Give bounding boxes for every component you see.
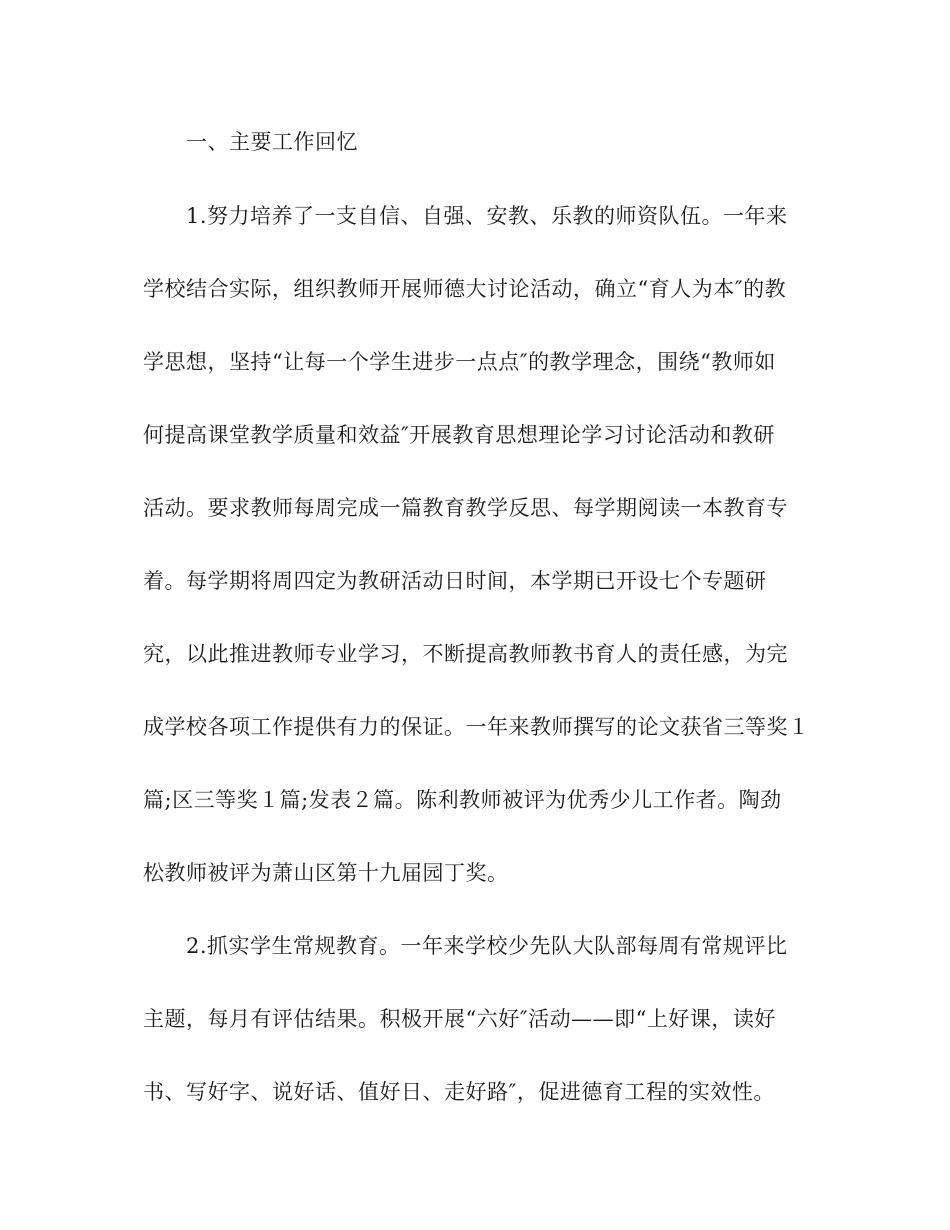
paragraph-line: 学思想，坚持“让每一个学生进步一点点″的教学理念，围绕“教师如	[143, 350, 776, 374]
paragraph-line: 何提高课堂教学质量和效益″开展教育思想理论学习讨论活动和教研	[143, 423, 775, 447]
paragraph-line: 书、写好字、说好话、值好日、走好路″，促进德育工程的实效性。	[143, 1080, 775, 1104]
section-heading: 一、主要工作回忆	[186, 130, 358, 154]
paragraph-line: 篇;区三等奖１篇;发表２篇。陈利教师被评为优秀少儿工作者。陶劲	[143, 788, 782, 812]
paragraph-line: 主题，每月有评估结果。积极开展“六好″活动——即“上好课，读好	[143, 1007, 776, 1031]
paragraph-line: 松教师被评为萧山区第十九届园丁奖。	[143, 861, 509, 885]
paragraph-line: 1.努力培养了一支自信、自强、安教、乐教的师资队伍。一年来	[186, 204, 788, 228]
paragraph-line: 学校结合实际，组织教师开展师德大讨论活动，确立“育人为本″的教	[143, 277, 787, 301]
paragraph-line: 成学校各项工作提供有力的保证。一年来教师撰写的论文获省三等奖１	[143, 715, 810, 739]
paragraph-line: 活动。要求教师每周完成一篇教育教学反思、每学期阅读一本教育专	[143, 496, 788, 520]
paragraph-line: 究，以此推进教师专业学习，不断提高教师教书育人的责任感，为完	[143, 642, 788, 666]
paragraph-line: 2.抓实学生常规教育。一年来学校少先队大队部每周有常规评比	[186, 934, 788, 958]
paragraph-line: 着。每学期将周四定为教研活动日时间，本学期已开设七个专题研	[143, 569, 767, 593]
